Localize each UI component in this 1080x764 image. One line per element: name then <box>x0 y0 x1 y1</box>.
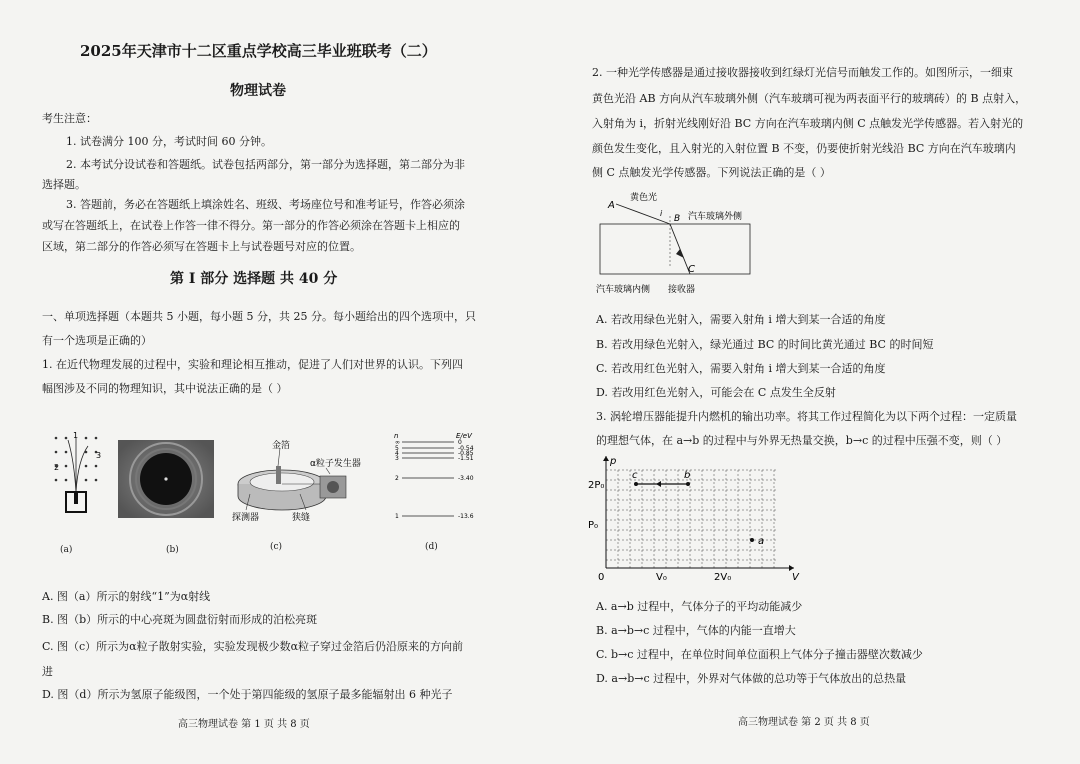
page-footer: 高三物理试卷 第 2 页 共 8 页 <box>738 717 870 728</box>
q3-option-a: A. a→b 过程中，气体分子的平均动能减少 <box>596 600 803 613</box>
receiver-label: 接收器 <box>668 285 696 295</box>
figure-c-alpha-scattering <box>230 436 380 526</box>
a-label: a <box>758 536 765 547</box>
p1-tick-label: P₀ <box>588 520 599 531</box>
question-2-stem: 颜色发生变化，且入射光的入射位置 B 不变，仍要使折射光线沿 BC 方向在汽车玻璃内 <box>592 142 1016 155</box>
energy-level-n: 2 <box>395 475 399 482</box>
notice-line: 1. 试卷满分 100 分，考试时间 60 分钟。 <box>66 135 272 148</box>
e-axis-label: E/eV <box>456 432 472 440</box>
point-a-label: A <box>608 200 615 211</box>
q1-option-b: B. 图（b）所示的中心亮斑为圆盘衍射而形成的泊松亮斑 <box>42 613 318 626</box>
energy-level-n: 1 <box>395 513 399 520</box>
foil-label: 金箔 <box>272 441 291 451</box>
point-c <box>634 482 638 486</box>
q1-option-c: C. 图（c）所示为α粒子散射实验，实验发现极少数α粒子穿过金箔后仍沿原来的方向前 <box>42 640 464 653</box>
point-b <box>686 482 690 486</box>
ray-label-2: 2 <box>54 463 60 472</box>
point-c-label: C <box>688 264 695 275</box>
question-2-stem: 2. 一种光学传感器是通过接收器接收到红绿灯光信号而触发工作的。如图所示，一细束 <box>592 66 1013 79</box>
p2-tick-label: 2P₀ <box>588 480 605 491</box>
ray-label-1: 1 <box>73 431 79 440</box>
q3-option-c: C. b→c 过程中，在单位时间单位面积上气体分子撞击器壁次数减少 <box>596 648 923 661</box>
energy-level-value: -0.85 <box>458 450 474 457</box>
section-intro: 有一个选项是正确的） <box>42 334 152 347</box>
v-axis-label: V <box>792 572 799 583</box>
energy-level-n: ∞ <box>395 439 400 446</box>
q1-option-a: A. 图（a）所示的射线“1”为α射线 <box>42 590 211 603</box>
energy-level-value: -1.51 <box>458 455 474 462</box>
angle-i-label: i <box>660 209 663 218</box>
c-label: c <box>632 470 638 481</box>
slit-label: 狭缝 <box>292 513 311 523</box>
exam-subtitle: 物理试卷 <box>230 83 286 99</box>
exam-page-2 <box>540 0 1080 764</box>
inner-side-label: 汽车玻璃内侧 <box>596 285 651 295</box>
n-axis-label: n <box>394 432 399 440</box>
question-3-stem: 3. 涡轮增压器能提升内燃机的输出功率。将其工作过程简化为以下两个过程：一定质量 <box>596 410 1017 423</box>
notice-line: 或写在答题纸上，在试卷上作答一律不得分。第一部分的作答必须涂在答题卡上相应的 <box>42 219 460 232</box>
origin-label: 0 <box>598 572 605 583</box>
b-label: b <box>684 470 691 481</box>
q2-option-d: D. 若改用红色光射入，可能会在 C 点发生全反射 <box>596 386 836 399</box>
energy-level-value: -3.40 <box>458 475 474 482</box>
q1-option-c-cont: 进 <box>42 665 53 678</box>
energy-level-n: 5 <box>395 445 399 452</box>
energy-level-value: -0.54 <box>458 445 474 452</box>
figure-c-label: (c) <box>270 542 283 552</box>
notice-line: 2. 本考试分设试卷和答题纸。试卷包括两部分，第一部分为选择题，第二部分为非 <box>66 158 465 171</box>
figure-a-label: (a) <box>60 545 73 555</box>
energy-level-n: 3 <box>395 455 399 462</box>
energy-level-value: 0 <box>458 439 462 446</box>
page-footer: 高三物理试卷 第 1 页 共 8 页 <box>178 719 310 730</box>
figure-q3-pv-graph <box>588 450 804 584</box>
q2-option-a: A. 若改用绿色光射入，需要入射角 i 增大到某一合适的角度 <box>596 313 886 326</box>
notice-line: 选择题。 <box>42 178 86 191</box>
notice-line: 区域，第二部分的作答必须写在答题卡上与试卷题号对应的位置。 <box>42 240 361 253</box>
ray-label-3: 3 <box>96 451 102 460</box>
section-title: 第 I 部分 选择题 共 40 分 <box>170 271 338 287</box>
v1-tick-label: V₀ <box>656 572 667 583</box>
q3-option-d: D. a→b→c 过程中，外界对气体做的总功等于气体放出的总热量 <box>596 672 907 685</box>
detector-label: 探测器 <box>232 513 260 523</box>
question-2-stem: 黄色光沿 AB 方向从汽车玻璃外侧（汽车玻璃可视为两表面平行的玻璃砖）的 B 点射入， <box>592 92 1027 105</box>
outer-side-label: 汽车玻璃外侧 <box>688 212 743 222</box>
energy-level-n: 4 <box>395 450 399 457</box>
figure-b-label: (b) <box>166 545 179 555</box>
notice-line: 3. 答题前，务必在答题纸上填涂姓名、班级、考场座位号和准考证号，作答必须涂 <box>66 198 465 211</box>
point-b-label: B <box>674 214 681 224</box>
q3-option-b: B. a→b→c 过程中，气体的内能一直增大 <box>596 624 796 637</box>
question-2-stem: 入射角为 i，折射光线刚好沿 BC 方向在汽车玻璃内侧 C 点触发光学传感器。若入射光的 <box>592 117 1024 130</box>
q2-option-b: B. 若改用绿色光射入，绿光通过 BC 的时间比黄光通过 BC 的时间短 <box>596 338 934 351</box>
point-a <box>750 538 754 542</box>
section-intro: 一、单项选择题（本题共 5 小题，每小题 5 分，共 25 分。每小题给出的四个选项中，只 <box>42 310 476 323</box>
question-1-stem: 幅图涉及不同的物理知识，其中说法正确的是（ ） <box>42 382 288 395</box>
figure-b-poisson-spot <box>118 440 214 518</box>
figure-a-radiation <box>48 430 108 520</box>
q1-option-d: D. 图（d）所示为氢原子能级图，一个处于第四能级的氢原子最多能辐射出 6 种光子 <box>42 688 453 701</box>
energy-level-value: -13.6 <box>458 513 474 520</box>
v2-tick-label: 2V₀ <box>714 572 732 583</box>
figure-d-label: (d) <box>425 542 438 552</box>
yellow-light-label: 黄色光 <box>630 193 658 203</box>
question-3-stem: 的理想气体，在 a→b 的过程中与外界无热量交换，b→c 的过程中压强不变，则（ ） <box>596 434 1008 447</box>
figure-d-energy-levels <box>392 428 492 528</box>
q2-option-c: C. 若改用红色光射入，需要入射角 i 增大到某一合适的角度 <box>596 362 886 375</box>
figure-q2-glass <box>596 188 776 298</box>
exam-title: 2025年天津市十二区重点学校高三毕业班联考（二） <box>80 42 437 60</box>
p-axis-label: p <box>610 456 617 467</box>
alpha-source-label: α粒子发生器 <box>310 459 361 469</box>
question-1-stem: 1. 在近代物理发展的过程中，实验和理论相互推动，促进了人们对世界的认识。下列四 <box>42 358 463 371</box>
notice-heading: 考生注意： <box>42 112 97 125</box>
question-2-stem: 侧 C 点触发光学传感器。下列说法正确的是（ ） <box>592 166 831 179</box>
